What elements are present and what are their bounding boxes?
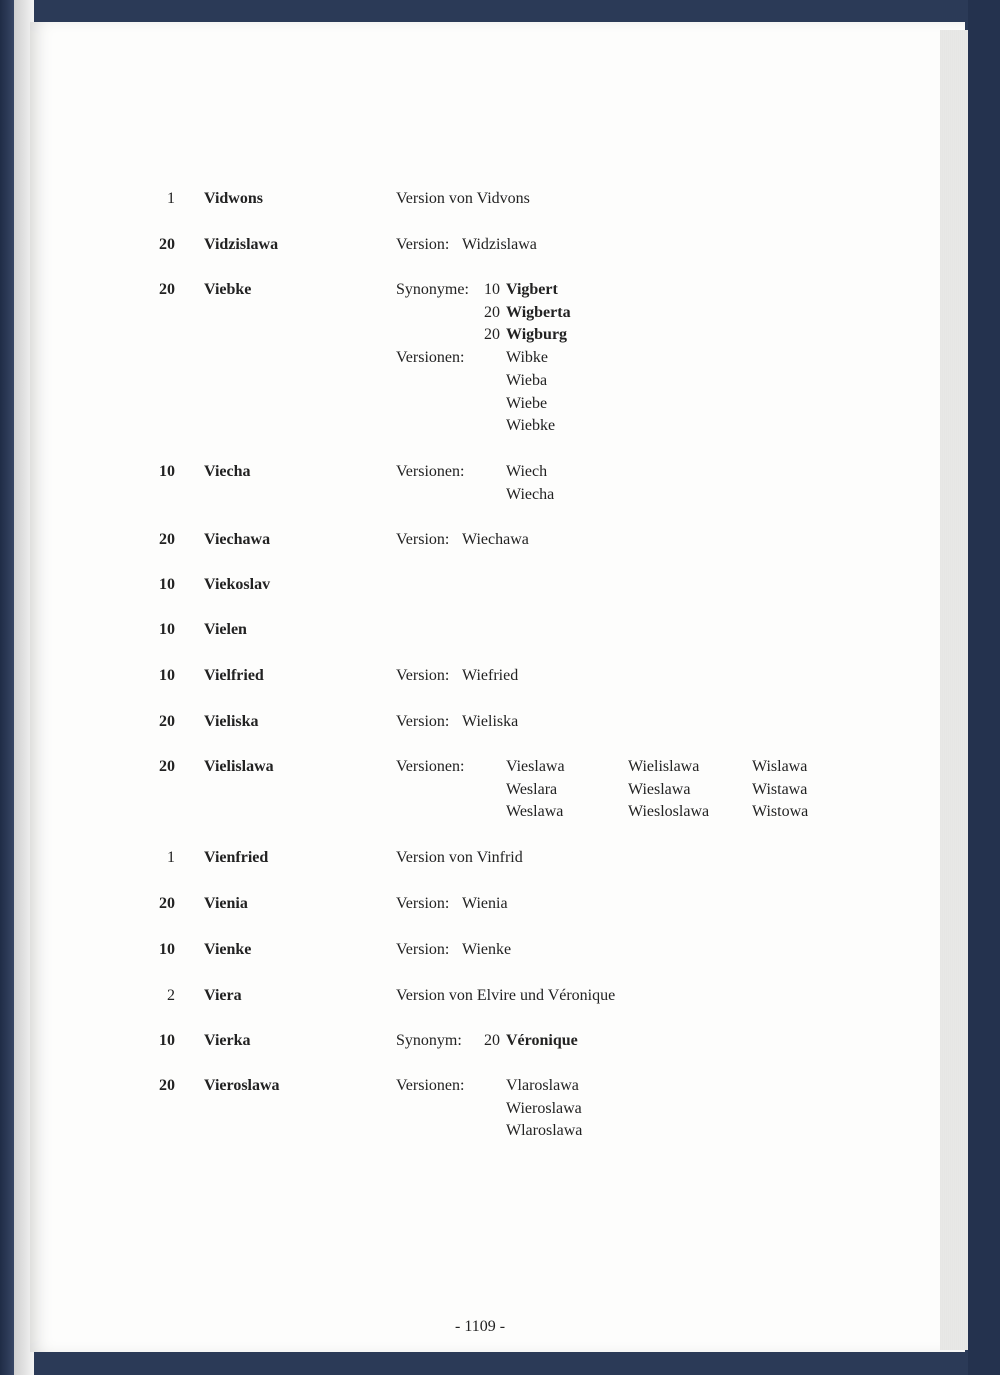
entry-name: Viebke <box>204 281 252 298</box>
entry-label: Version: <box>396 941 450 958</box>
version-name: Widzislawa <box>462 236 537 253</box>
entry-name: Viekoslav <box>204 576 271 593</box>
synonym-name: Wigburg <box>506 326 568 344</box>
synonym-number: 20 <box>484 303 500 321</box>
entry-name: Viecha <box>204 463 251 480</box>
version-name: Wielislawa <box>628 758 700 775</box>
entry-number: 20 <box>159 281 175 298</box>
page-edges <box>940 30 970 1350</box>
synonym-number: 10 <box>484 281 500 298</box>
entry-name: Viera <box>204 987 242 1004</box>
synonym-name: Véronique <box>506 1032 578 1049</box>
entry-name: Vieliska <box>204 713 259 730</box>
version-name: Wiech <box>506 463 548 480</box>
version-name: Wistawa <box>752 780 808 798</box>
entry-label: Version: <box>396 236 450 253</box>
entry-number: 10 <box>159 621 175 638</box>
entry-number: 10 <box>159 667 175 684</box>
entry-name: Vienia <box>204 895 248 912</box>
entry-name: Vielislawa <box>204 758 274 775</box>
entry-label: Version von Vidvons <box>396 190 530 207</box>
version-name: Wiecha <box>506 485 555 503</box>
entry-label: Version von Elvire und Véronique <box>396 987 616 1004</box>
entry-name: Vierka <box>204 1032 251 1049</box>
entry-label: Synonyme: <box>396 281 469 298</box>
entry-name: Vidzislawa <box>204 236 279 253</box>
synonym-number: 20 <box>484 326 500 344</box>
entry-number: 10 <box>159 576 175 593</box>
version-name: Wlaroslawa <box>506 1122 583 1140</box>
synonym-name: Vigbert <box>506 281 558 298</box>
entry-label: Version: <box>396 713 450 730</box>
version-name: Wiefried <box>462 667 519 684</box>
version-name: Wieliska <box>462 713 519 730</box>
entry-name: Vielen <box>204 621 247 638</box>
entry-label: Version von Vinfrid <box>396 849 523 866</box>
version-name: Wieslawa <box>628 780 691 798</box>
version-name: Wienia <box>462 895 508 912</box>
version-name: Wiebe <box>506 394 548 412</box>
version-name: Weslawa <box>506 803 564 821</box>
entry-number: 1 <box>167 849 175 866</box>
entry-label: Versionen: <box>396 1077 465 1094</box>
synonym-number: 20 <box>484 1032 500 1049</box>
entry-name: Vidwons <box>204 190 263 207</box>
entry-label: Version: <box>396 895 450 912</box>
entry-number: 20 <box>159 1077 175 1094</box>
version-name: Wieroslawa <box>506 1099 582 1117</box>
entry-number: 20 <box>159 236 175 253</box>
entry-number: 20 <box>159 531 175 548</box>
entry-label: Version: <box>396 531 450 548</box>
entry-number: 20 <box>159 895 175 912</box>
version-name: Wienke <box>462 941 512 958</box>
version-name: Wistowa <box>752 803 809 821</box>
version-name: Wiebke <box>506 417 556 435</box>
book-page <box>30 22 965 1352</box>
entry-number: 20 <box>159 713 175 730</box>
entry-label: Versionen: <box>396 463 465 480</box>
version-name: Wiesloslawa <box>628 803 710 821</box>
page-number: - 1109 - <box>455 1318 506 1335</box>
entry-number: 10 <box>159 941 175 958</box>
entry-label: Version: <box>396 667 450 684</box>
entry-name: Vienfried <box>204 849 269 866</box>
entry-name: Vieroslawa <box>204 1077 280 1094</box>
synonym-name: Wigberta <box>506 303 571 321</box>
version-name: Wibke <box>506 349 549 367</box>
entry-number: 2 <box>167 987 175 1004</box>
entry-number: 1 <box>167 190 175 207</box>
entry-number: 10 <box>159 463 175 480</box>
version-name: Wislawa <box>752 758 808 775</box>
version-name: Weslara <box>506 780 558 798</box>
entry-name: Vielfried <box>204 667 264 684</box>
entry-label: Synonym: <box>396 1032 462 1049</box>
entry-name: Vienke <box>204 941 252 958</box>
entry-label: Versionen: <box>396 349 465 367</box>
entry-number: 10 <box>159 1032 175 1049</box>
version-name: Wiechawa <box>462 531 529 548</box>
entry-label: Versionen: <box>396 758 465 775</box>
version-name: Wieba <box>506 371 548 389</box>
version-name: Vlaroslawa <box>506 1077 579 1094</box>
entry-number: 20 <box>159 758 175 775</box>
book-cover-right <box>968 0 1000 1375</box>
version-name: Vieslawa <box>506 758 565 775</box>
entry-name: Viechawa <box>204 531 271 548</box>
